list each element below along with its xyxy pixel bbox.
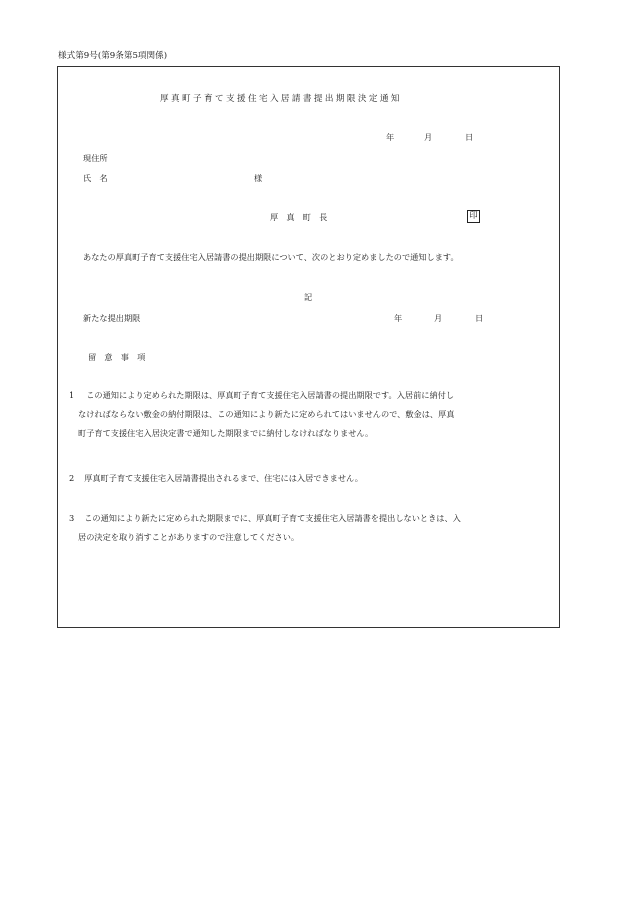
note-line	[69, 528, 461, 547]
note-line	[69, 386, 454, 405]
date-year: 年	[386, 132, 395, 142]
mayor-title: 厚 真 町 長	[270, 212, 328, 222]
note-line	[69, 405, 454, 424]
address-label: 現住所	[83, 153, 108, 163]
date-day: 日	[465, 132, 474, 142]
note-text: この通知により新たに定められた期限までに、厚真町子育て支援住宅入居請書を提出しないときは、入	[84, 513, 461, 523]
intro-text: あなたの厚真町子育て支援住宅入居請書の提出期限について、次のとおり定めましたので通知します。	[83, 252, 459, 262]
note-line	[69, 424, 454, 443]
note-item	[69, 469, 363, 488]
note-line	[69, 509, 461, 528]
new-deadline-year: 年	[394, 313, 403, 323]
note-number: 2	[69, 473, 75, 483]
note-number: 3	[69, 513, 75, 523]
note-text: 町子育て支援住宅入居決定書で通知した期限までに納付しなければなりません。	[78, 428, 374, 438]
note-text: 厚真町子育て支援住宅入居請書提出されるまで、住宅には入居できません。	[84, 473, 363, 483]
date-month: 月	[424, 132, 433, 142]
note-number: 1	[69, 390, 75, 400]
new-deadline-day: 日	[475, 313, 484, 323]
note-line	[69, 469, 363, 488]
seal-mark: 印	[467, 210, 480, 223]
notes-heading: 留 意 事 項	[88, 352, 146, 362]
note-text: 居の決定を取り消すことがありますので注意してください。	[78, 532, 300, 542]
note-item	[69, 509, 461, 547]
note-text: この通知により定められた期限は、厚真町子育て支援住宅入居請書の提出期限です。入居前に納付し	[86, 390, 455, 400]
note-item	[69, 386, 454, 443]
new-deadline-month: 月	[434, 313, 443, 323]
document-title: 厚真町子育て支援住宅入居請書提出期限決定通知	[160, 94, 402, 104]
name-label: 氏 名	[83, 173, 108, 183]
note-text: なければならない敷金の納付期限は、この通知により新たに定められてはいませんので、敷金は、厚真	[78, 409, 455, 419]
form-number-label: 様式第9号(第9条第5項関係)	[58, 51, 168, 61]
honorific: 様	[254, 173, 263, 183]
new-deadline-label: 新たな提出期限	[83, 313, 141, 323]
ki-label: 記	[304, 292, 313, 302]
